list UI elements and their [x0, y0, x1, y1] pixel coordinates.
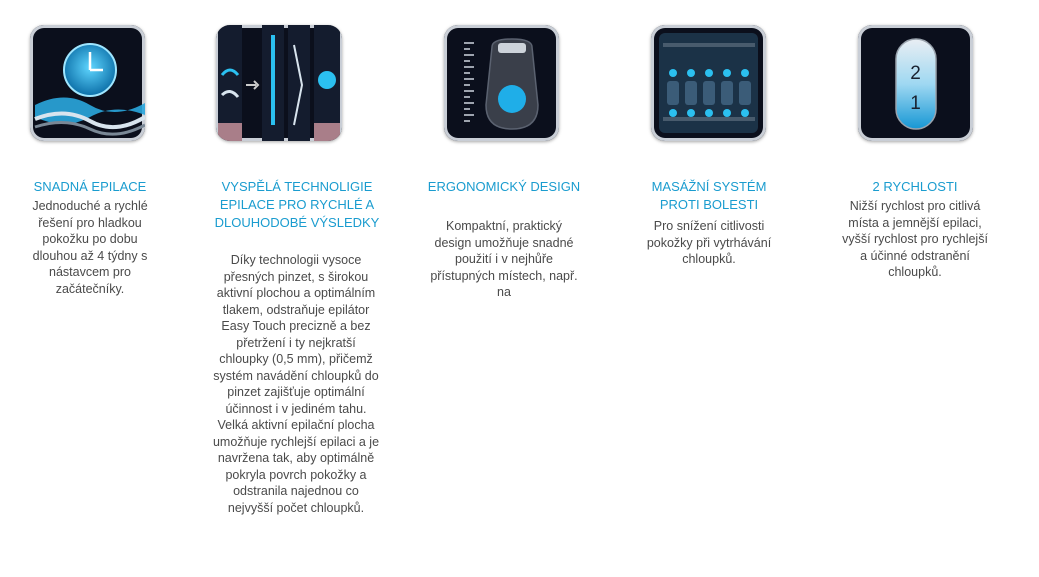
clock-wave-icon: [30, 25, 145, 141]
speed-label-high: 2: [910, 63, 921, 84]
feature-description: Nižší rychlost pro citlivá místa a jemnější epilaci, vyšší rychlost pro rychlejší a účinné odstranění chloupků.: [842, 199, 988, 279]
epilator-device-icon: [444, 25, 559, 141]
feature-description: Jednoduché a rychlé řešení pro hladkou pokožku po dobu dlouhou až 4 týdny s nástavcem pro začátečníky.: [32, 199, 148, 296]
tweezer-sequence-icon: [216, 25, 342, 141]
feature-title: SNADNÁ EPILACE: [33, 179, 147, 194]
massage-rollers-icon: [651, 25, 766, 141]
feature-description: Pro snížení citlivosti pokožky při vytrhávání chloupků.: [646, 219, 772, 266]
feature-description: Kompaktní, praktický design umožňuje snadné použití i v nejhůře přístupných místech, např. na: [430, 219, 578, 299]
feature-title: 2 RYCHLOSTI: [872, 179, 958, 194]
speed-label-low: 1: [910, 93, 921, 114]
feature-title: MASÁŽNÍ SYSTÉM PROTI BOLESTI: [651, 179, 767, 212]
feature-title: ERGONOMICKÝ DESIGN: [427, 179, 581, 194]
feature-description: Díky technologii vysoce přesných pinzet, s širokou aktivní plochou a optimálním tlakem, odstraňuje epilátor Easy Touch precizně a bez přetržení i ty nejkratší chloupky (0,5 mm), přičemž systém navádění chloupků do pinzet zajišťuje optimální účinnost i v jediném tahu. Velká aktivní epilační plocha umožňuje rychlejší epilaci a je navržena tak, aby optimálně pokryla povrch pokožky a odstranila najednou co nejvyšší počet chloupků.: [212, 253, 380, 515]
feature-title: VYSPĚLÁ TECHNOLIGIE EPILACE PRO RYCHLÉ A DLOUHODOBÉ VÝSLEDKY: [214, 179, 380, 230]
